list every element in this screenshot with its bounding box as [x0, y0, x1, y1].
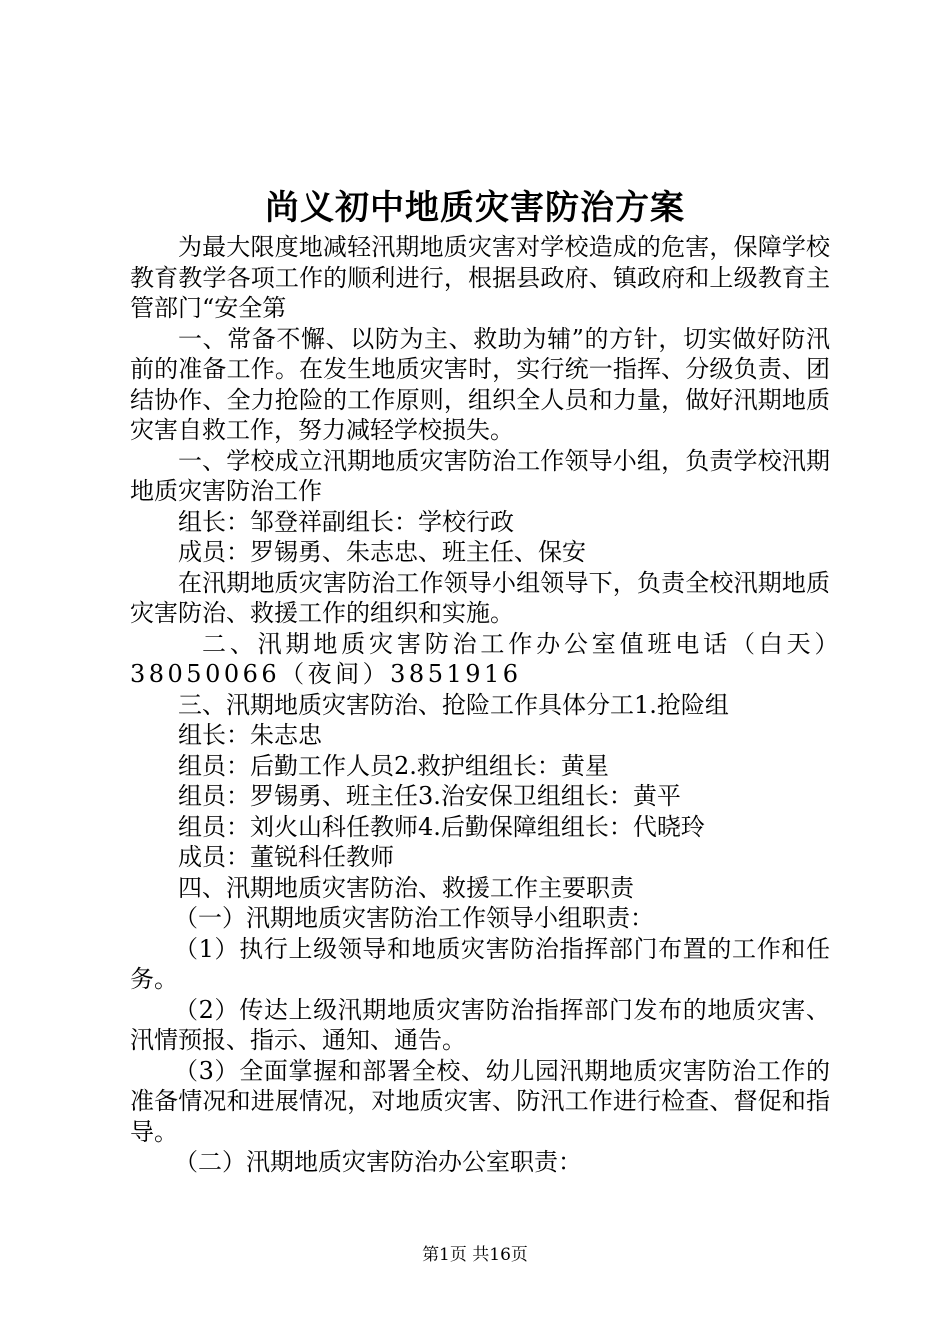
paragraph-intro: 为最大限度地减轻汛期地质灾害对学校造成的危害，保障学校教育教学各项工作的顺利进行，根据县政府、镇政府和上级教育主管部门“安全第: [130, 233, 830, 322]
paragraph-responsibility: 在汛期地质灾害防治工作领导小组领导下，负责全校汛期地质灾害防治、救援工作的组织和实施。: [130, 568, 830, 627]
paragraph-subsection-1: （一）汛期地质灾害防治工作领导小组职责：: [174, 904, 654, 932]
paragraph-rescue-members: 组员：后勤工作人员2.救护组组长：黄星: [178, 751, 609, 780]
paragraph-security-members: 组员：刘火山科任教师4.后勤保障组组长：代晓玲: [178, 812, 705, 841]
paragraph-aid-members: 组员：罗锡勇、班主任3.治安保卫组组长：黄平: [178, 782, 681, 810]
paragraph-principle: 一、常备不懈、以防为主、救助为辅”的方针，切实做好防汛前的准备工作。在发生地质灾害时，实行统一指挥、分级负责、团结协作、全力抢险的工作原则，组织全人员和力量，做好汛期地质灾害自救工作，努力减轻学校损失。: [130, 324, 830, 444]
document-body: [130, 232, 830, 1178]
paragraph-duty-1: （1）执行上级领导和地质灾害防治指挥部门布置的工作和任务。: [130, 934, 830, 993]
paragraph-section-3: 三、汛期地质灾害防治、抢险工作具体分工1.抢险组: [178, 690, 729, 719]
paragraph-members: 成员：罗锡勇、朱志忠、班主任、保安: [178, 538, 586, 566]
paragraph-section-2-phone: 二、汛期地质灾害防治工作办公室值班电话（白天）38050066（夜间）3851916: [130, 629, 830, 688]
paragraph-section-4: 四、汛期地质灾害防治、救援工作主要职责: [178, 873, 634, 902]
page-title: 尚义初中地质灾害防治方案: [265, 188, 685, 228]
paragraph-subsection-2: （二）汛期地质灾害防治办公室职责：: [174, 1148, 582, 1176]
paragraph-leader: 组长：邹登祥副组长：学校行政: [178, 507, 514, 536]
paragraph-section-1: 一、学校成立汛期地质灾害防治工作领导小组，负责学校汛期地质灾害防治工作: [130, 446, 830, 505]
page-footer: 第1页 共16页: [422, 1245, 528, 1265]
paragraph-duty-3: （3）全面掌握和部署全校、幼儿园汛期地质灾害防治工作的准备情况和进展情况，对地质灾害、防汛工作进行检查、督促和指导。: [130, 1056, 830, 1146]
paragraph-logistics-members: 成员：董锐科任教师: [178, 843, 394, 871]
paragraph-rescue-leader: 组长：朱志忠: [178, 721, 322, 749]
paragraph-duty-2: （2）传达上级汛期地质灾害防治指挥部门发布的地质灾害、汛情预报、指示、通知、通告。: [130, 995, 830, 1054]
